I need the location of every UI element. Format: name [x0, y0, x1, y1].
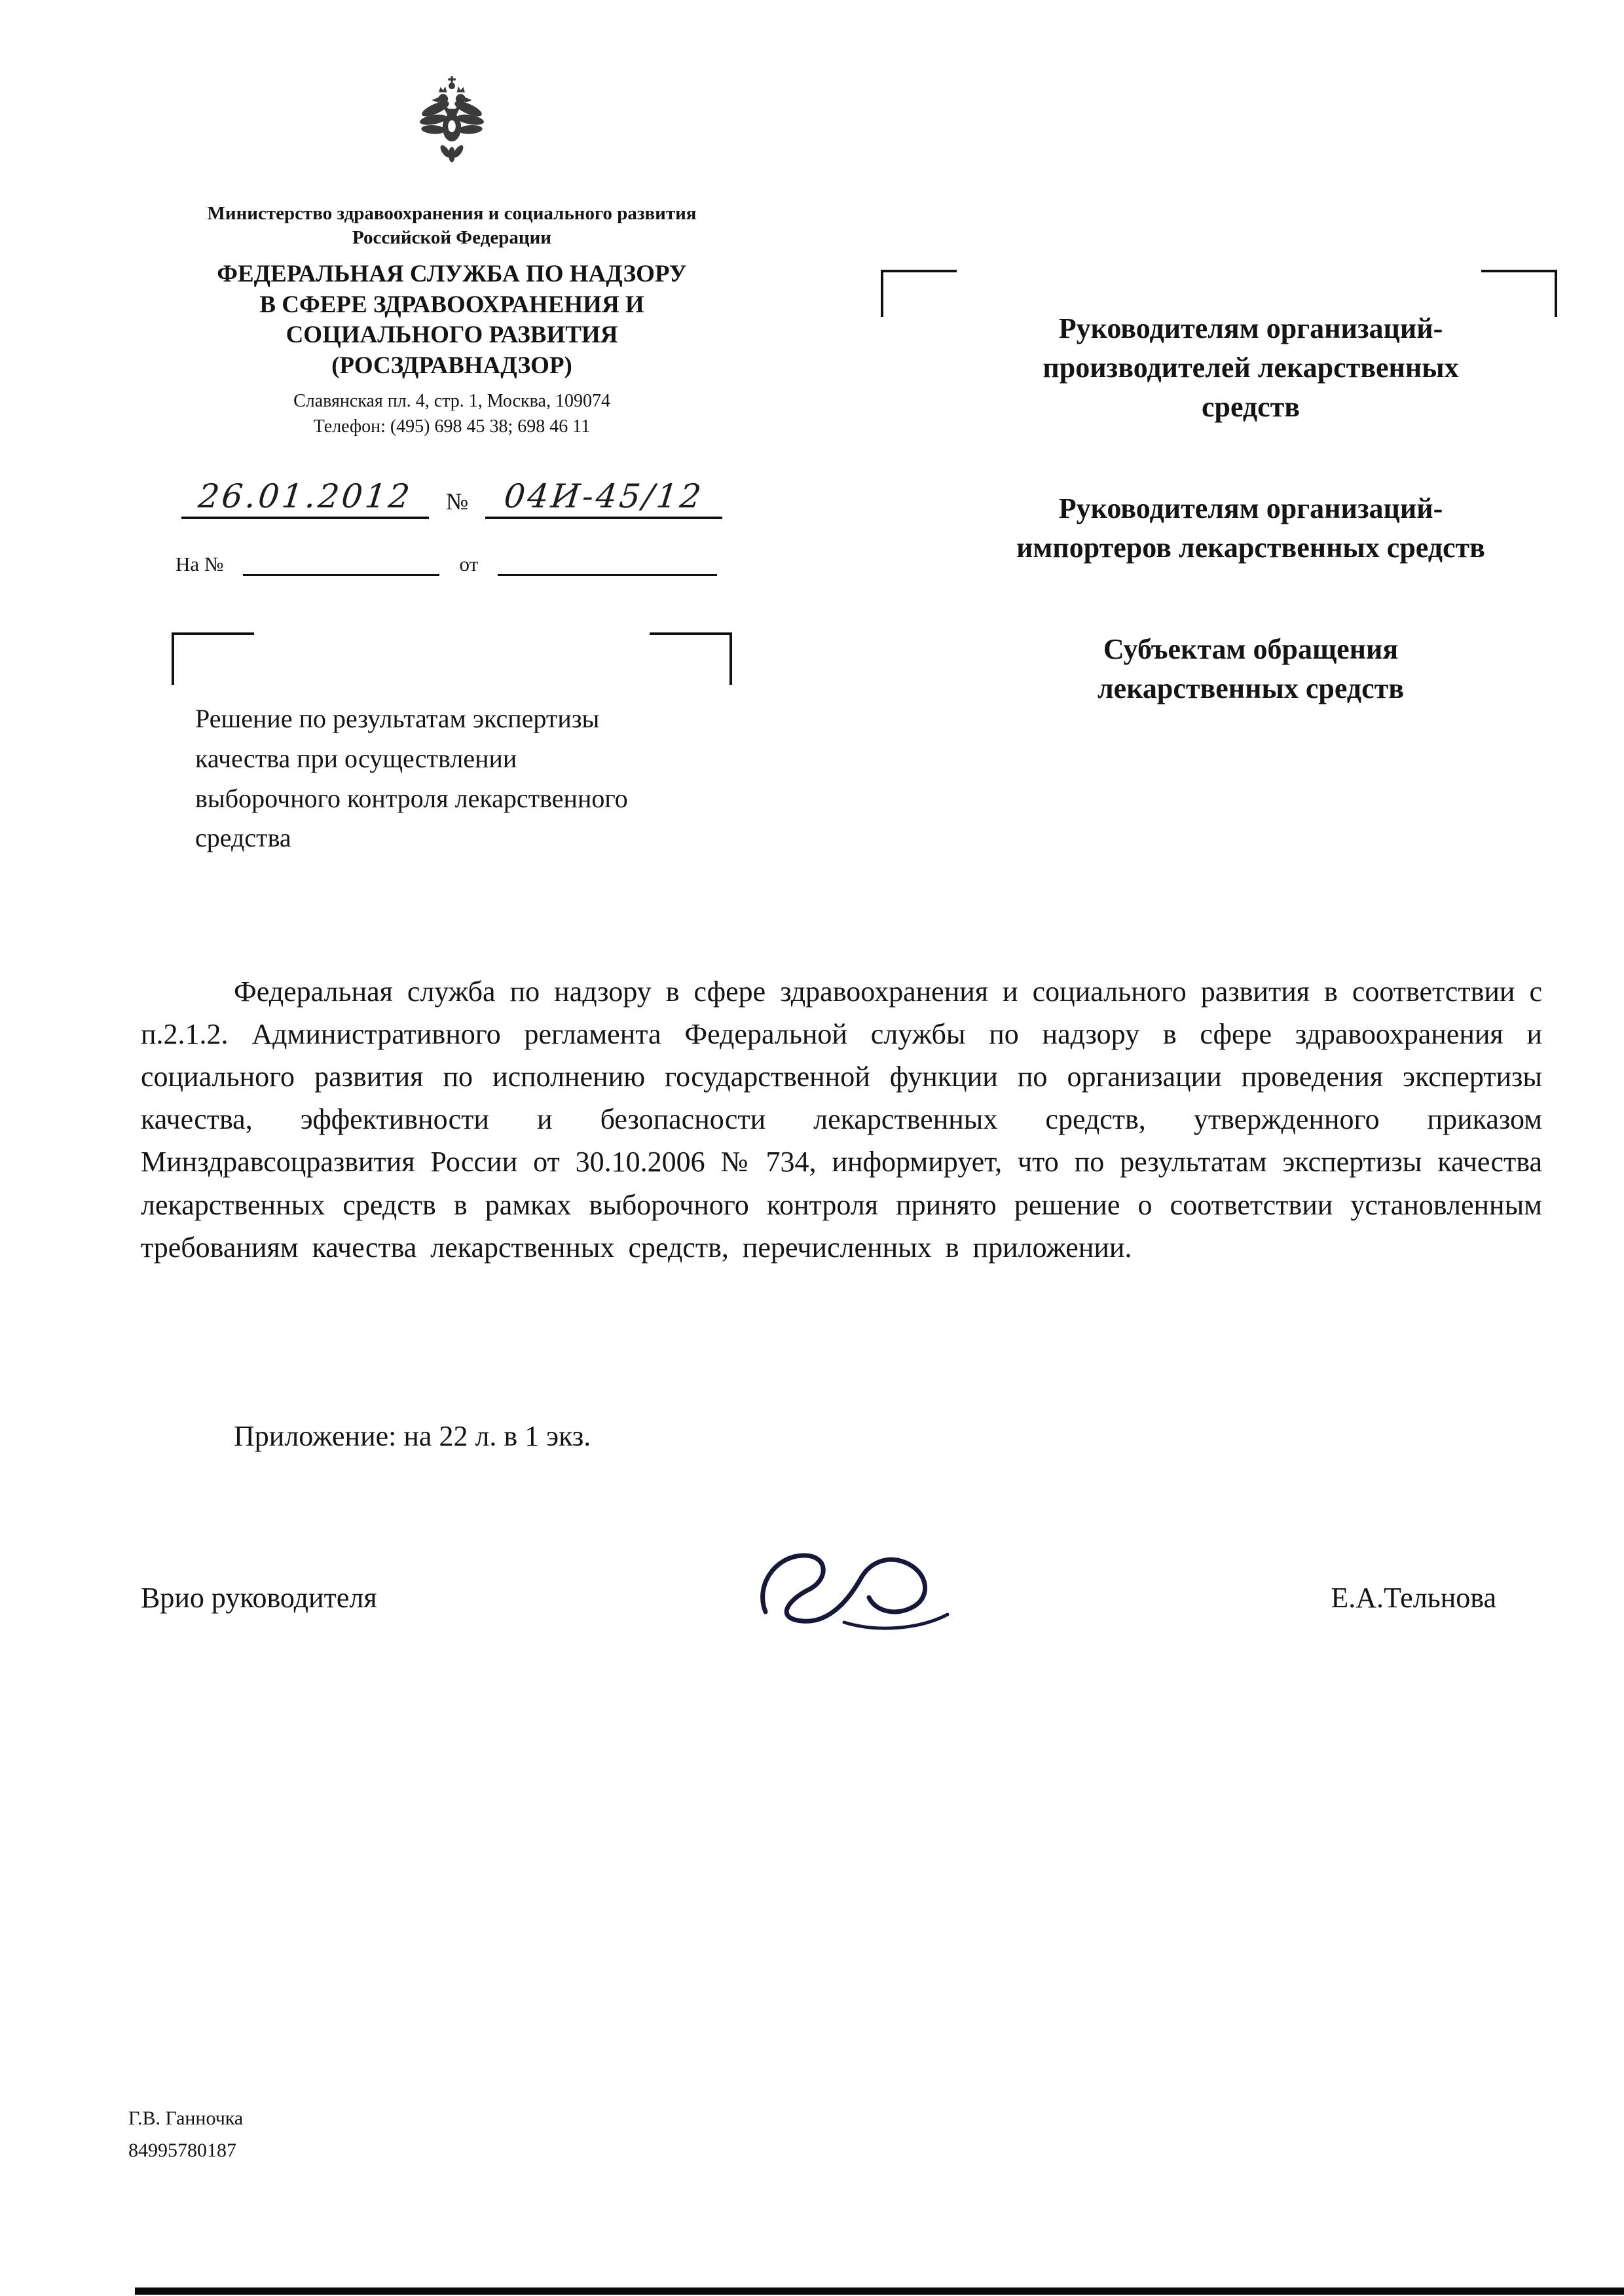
service-name-line: В СФЕРЕ ЗДРАВООХРАНЕНИЯ И: [259, 291, 644, 318]
letterhead: [157, 65, 747, 576]
scan-artifact-line: [135, 2287, 1624, 2295]
outgoing-date-field: [181, 477, 429, 519]
service-name-line: (РОСЗДРАВНАДЗОР): [331, 352, 572, 380]
addressee-line: Субъектам обращения: [1103, 633, 1399, 665]
service-name-line: ФЕДЕРАЛЬНАЯ СЛУЖБА ПО НАДЗОРУ: [217, 261, 687, 288]
incoming-number-blank: [243, 548, 439, 576]
outgoing-number-field: [485, 477, 722, 519]
addressee-importers: [930, 489, 1572, 568]
addressee-line: Руководителям организаций-: [1058, 312, 1443, 344]
addressee-line: производителей лекарственных: [1043, 352, 1459, 384]
russian-coat-of-arms-icon: [419, 75, 485, 190]
signer-position: Врио руководителя: [141, 1581, 377, 1614]
attachment-line: Приложение: на 22 л. в 1 экз.: [234, 1420, 591, 1452]
signoff-row: [141, 1545, 1542, 1650]
addressee-line: Руководителям организаций-: [1058, 492, 1443, 524]
incoming-date-blank: [498, 548, 717, 576]
addressee-line: импортеров лекарственных средств: [1016, 532, 1485, 564]
number-sign: №: [445, 488, 469, 515]
addressee-line: лекарственных средств: [1098, 672, 1404, 704]
addressee-manufacturers: [930, 309, 1572, 427]
outgoing-number-handwritten: 04И-45/12: [502, 477, 706, 515]
ministry-name: Министерство здравоохранения и социального развития Российской Федерации: [207, 203, 697, 249]
addressee-block: [930, 309, 1572, 771]
signer-name: Е.А.Тельнова: [1331, 1581, 1496, 1614]
executor-name: Г.В. Ганночка: [128, 2107, 244, 2129]
reference-row: [157, 477, 747, 519]
ot-label: от: [459, 552, 479, 575]
subject-zone-corner-left-icon: [172, 632, 254, 685]
executor-phone: 84995780187: [128, 2139, 236, 2161]
subject-zone-corner-right-icon: [650, 632, 732, 685]
letterhead-address: Славянская пл. 4, стр. 1, Москва, 109074: [293, 390, 610, 411]
letterhead-phone: Телефон: (495) 698 45 38; 698 46 11: [313, 416, 591, 437]
signature-scribble-icon: [746, 1539, 962, 1650]
service-name-line: СОЦИАЛЬНОГО РАЗВИТИЯ: [286, 321, 618, 349]
subject-block: Решение по результатам экспертизы качества при осуществлении выборочного контроля лекарственного средства: [195, 704, 628, 853]
incoming-reference-row: [157, 548, 747, 576]
body-paragraph: Федеральная служба по надзору в сфере здравоохранения и социального развития в соответствии с п.2.1.2. Административного регламента Федеральной службы по надзору в сфере здравоохранения и социального развития по исполнению государственной функции по организации проведения экспертизы качества, эффективности и безопасности лекарственных средств, утвержденного приказом Минздравсоцразвития России от 30.10.2006 № 734, информирует, что по результатам экспертизы качества лекарственных средств в рамках выборочного контроля принято решение о соответствии установленным требованиям качества лекарственных средств, перечисленных в приложении.: [141, 975, 1542, 1264]
na-no-label: На №: [175, 552, 224, 575]
service-name: [157, 259, 747, 381]
addressee-subjects: [930, 630, 1572, 708]
outgoing-date-handwritten: 26.01.2012: [196, 477, 415, 515]
addressee-line: средств: [1201, 391, 1301, 423]
executor-info: [128, 2103, 243, 2166]
